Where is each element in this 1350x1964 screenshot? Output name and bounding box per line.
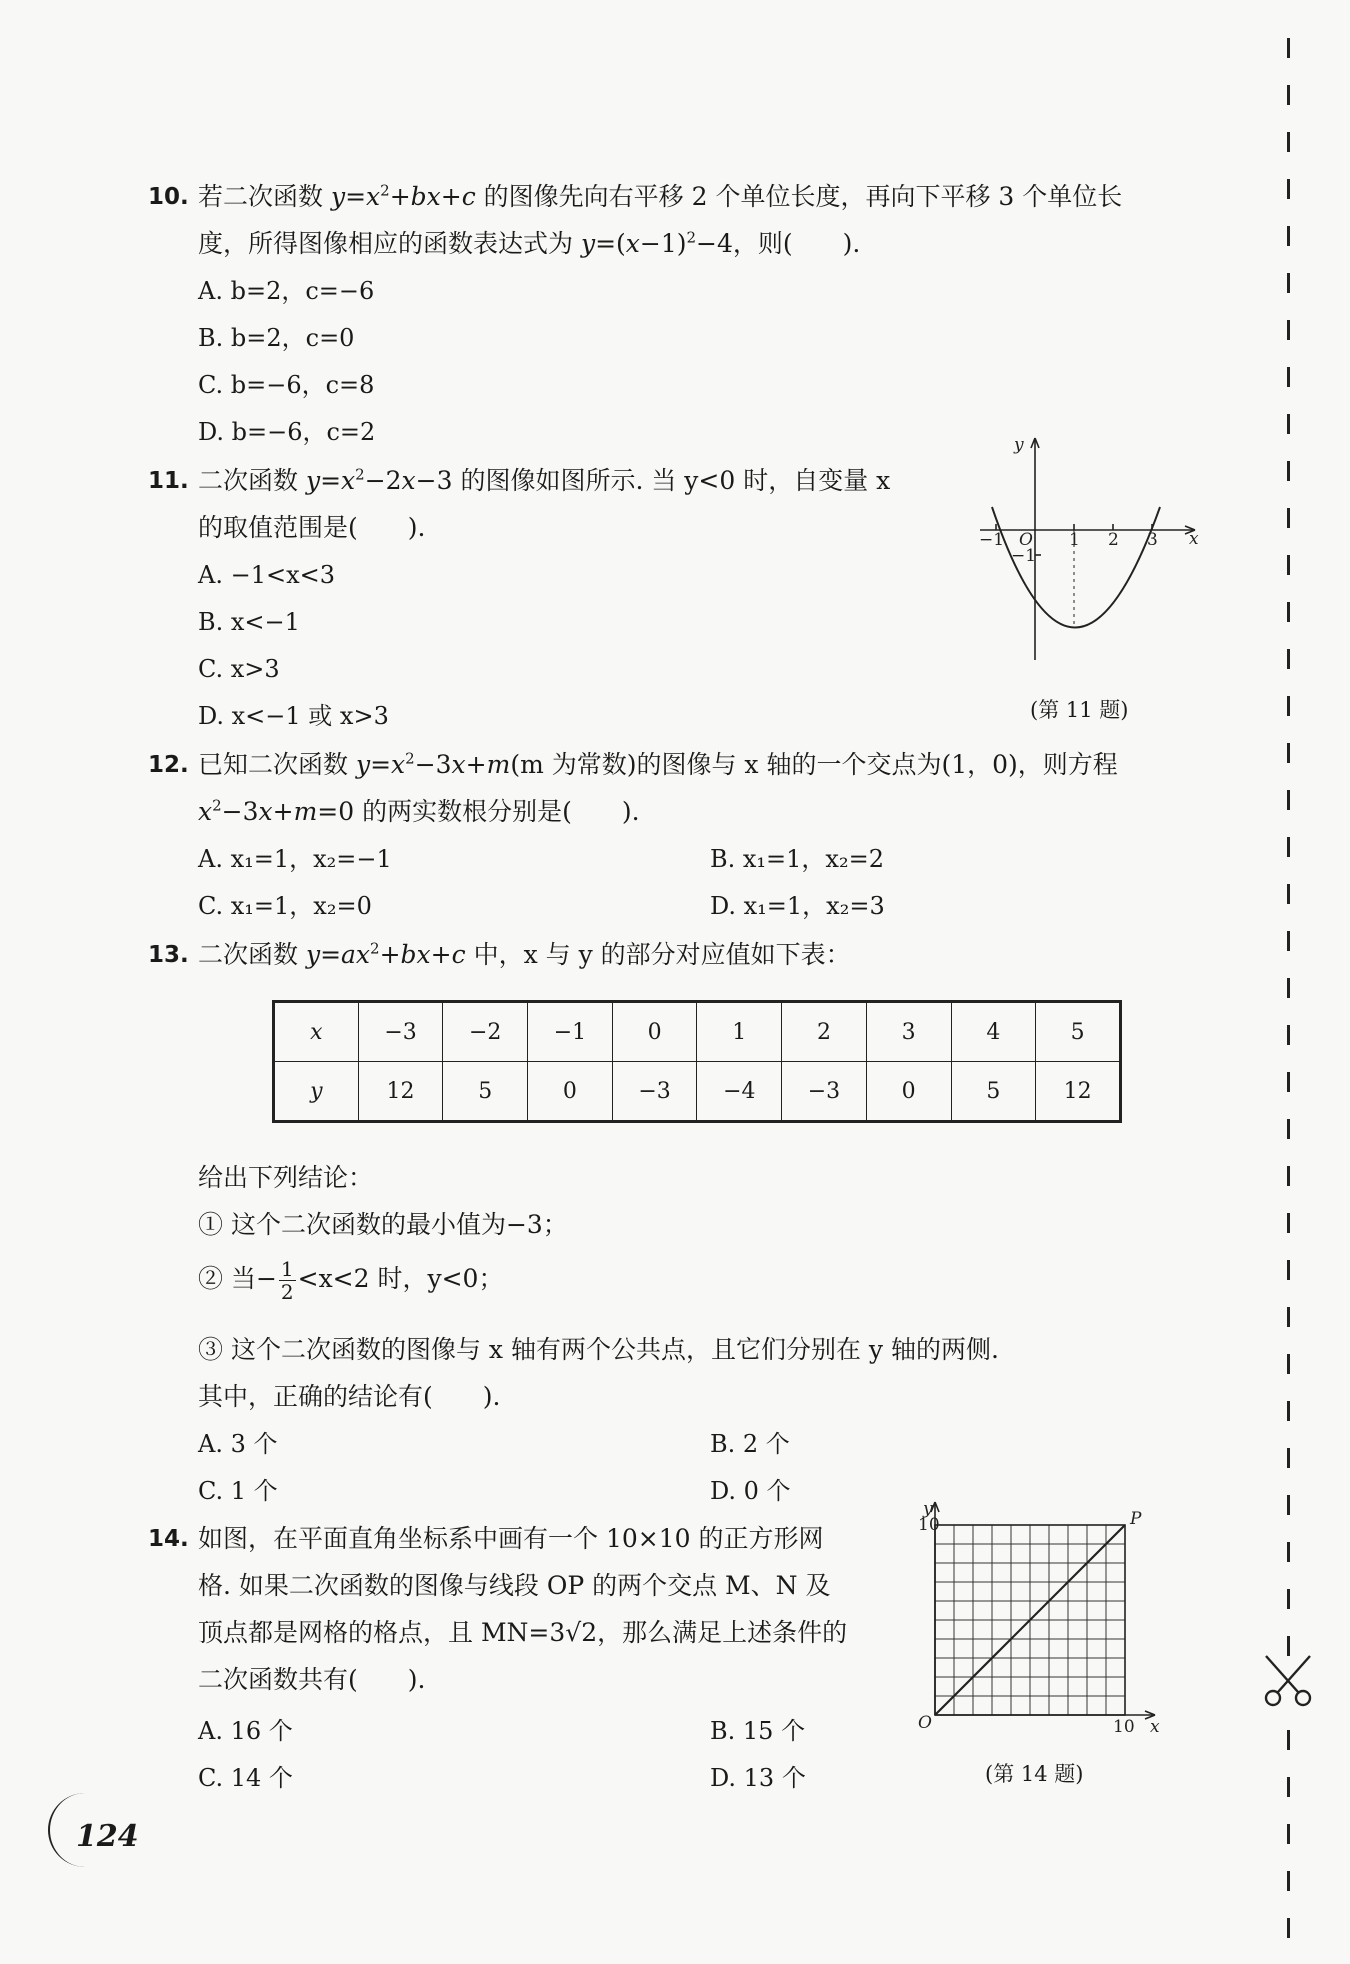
cut-line-dash	[1287, 1589, 1290, 1609]
cut-line-dash	[1287, 1730, 1290, 1750]
cut-line-dash	[1287, 414, 1290, 434]
origin-label: O	[918, 1713, 932, 1733]
cut-line-dash	[1287, 179, 1290, 199]
cut-line-dash	[1287, 978, 1290, 998]
table-cell: 12	[1036, 1062, 1121, 1122]
q13-question: 其中，正确的结论有( ).	[198, 1382, 501, 1411]
x-tick-1: 1	[1069, 530, 1080, 550]
table-cell: −1	[528, 1002, 613, 1062]
y-axis-label: y	[1014, 435, 1024, 455]
cut-line-dash	[1287, 1025, 1290, 1045]
q11-figure-caption: (第 11 题)	[1030, 698, 1129, 722]
q13-intro: 给出下列结论：	[198, 1163, 374, 1192]
cut-line-dash	[1287, 1495, 1290, 1515]
q12-option-a: A. x₁=1，x₂=−1	[198, 845, 392, 873]
x-axis-label: x	[1150, 1717, 1160, 1737]
q14-option-d: D. 13 个	[710, 1764, 806, 1792]
y-axis-label: y	[923, 1499, 933, 1519]
q14-grid-figure	[910, 1490, 1170, 1740]
scissors-icon	[1258, 1652, 1318, 1708]
x-tick-minus1: −1	[979, 530, 1005, 550]
x-tick-3: 3	[1147, 530, 1158, 550]
cut-line-dash	[1287, 367, 1290, 387]
parabola-curve	[992, 507, 1160, 628]
table-cell: −3	[612, 1062, 697, 1122]
cut-line-dash	[1287, 508, 1290, 528]
cut-line-dash	[1287, 931, 1290, 951]
question-10-line1: 若二次函数 $y=x^2+bx+c$ 的图像先向右平移 2 个单位长度，再向下平移 3 个单位长	[198, 181, 1123, 211]
cut-line-dash	[1287, 1448, 1290, 1468]
table-cell: 0	[528, 1062, 613, 1122]
q12-option-d: D. x₁=1，x₂=3	[710, 892, 885, 920]
q13-conclusion-1: ① 这个二次函数的最小值为−3；	[198, 1210, 568, 1239]
q14-option-c: C. 14 个	[198, 1764, 293, 1792]
question-14-line3: 顶点都是网格的格点，且 MN=3√2，那么满足上述条件的	[198, 1618, 848, 1647]
q13-conclusion-3: ③ 这个二次函数的图像与 x 轴有两个公共点，且它们分别在 y 轴的两侧.	[198, 1335, 999, 1364]
question-number-13: 13.	[148, 942, 189, 968]
table-cell: 5	[951, 1062, 1036, 1122]
cut-line-dash	[1287, 226, 1290, 246]
question-10-line2: 度，所得图像相应的函数表达式为 $y=(x-1)^2-4$，则( ).	[198, 228, 861, 258]
cut-line-dash	[1287, 555, 1290, 575]
q13-conclusion-2: ② 当− $\frac{1}{2}$ <x<2 时，y<0；	[198, 1257, 504, 1304]
question-number-11: 11.	[148, 468, 189, 494]
table-cell: −3	[358, 1002, 443, 1062]
cut-line-dash	[1287, 1354, 1290, 1374]
table-cell: 2	[782, 1002, 867, 1062]
q14-figure-caption: (第 14 题)	[985, 1762, 1084, 1786]
y-max-label: 10	[918, 1515, 940, 1535]
x-tick-2: 2	[1108, 530, 1119, 550]
cut-line-dash	[1287, 1260, 1290, 1280]
cut-line-dash	[1287, 837, 1290, 857]
question-14-line4: 二次函数共有( ).	[198, 1665, 426, 1694]
question-number-10: 10.	[148, 184, 189, 210]
table-cell: −2	[443, 1002, 528, 1062]
cut-line-dash	[1287, 1119, 1290, 1139]
table-header-x: x	[274, 1002, 359, 1062]
q10-option-b: B. b=2，c=0	[198, 324, 355, 352]
question-14-line2: 格. 如果二次函数的图像与线段 OP 的两个交点 M、N 及	[198, 1571, 831, 1600]
table-cell: −4	[697, 1062, 782, 1122]
table-cell: 5	[1036, 1002, 1121, 1062]
q10-option-d: D. b=−6，c=2	[198, 418, 376, 446]
q14-option-a: A. 16 个	[198, 1717, 293, 1745]
q12-option-b: B. x₁=1，x₂=2	[710, 845, 884, 873]
question-11-line1: 二次函数 $y=x^2-2x-3$ 的图像如图所示. 当 y<0 时，自变量 x	[198, 465, 891, 495]
cut-line-dash	[1287, 273, 1290, 293]
cut-line-dash	[1287, 1777, 1290, 1797]
cut-line-dash	[1287, 1072, 1290, 1092]
q11-option-b: B. x<−1	[198, 608, 300, 636]
cut-line-dash	[1287, 884, 1290, 904]
question-11-line2: 的取值范围是( ).	[198, 513, 426, 542]
q13-option-b: B. 2 个	[710, 1430, 790, 1458]
q10-option-a: A. b=2，c=−6	[198, 277, 375, 305]
cut-line-dash	[1287, 790, 1290, 810]
q13-value-table	[272, 1000, 1122, 1123]
cut-line-dash	[1287, 461, 1290, 481]
cut-line-dash	[1287, 696, 1290, 716]
cut-line-dash	[1287, 1401, 1290, 1421]
table-row-y	[274, 1062, 1121, 1122]
table-cell: 12	[358, 1062, 443, 1122]
table-header-y: y	[274, 1062, 359, 1122]
question-13-line1: 二次函数 $y=ax^2+bx+c$ 中，x 与 y 的部分对应值如下表：	[198, 939, 851, 969]
cut-line-dash	[1287, 132, 1290, 152]
cut-line-dash	[1287, 38, 1290, 58]
cut-line-dash	[1287, 320, 1290, 340]
q13-option-d: D. 0 个	[710, 1477, 791, 1505]
cut-line-dash	[1287, 1824, 1290, 1844]
table-cell: 5	[443, 1062, 528, 1122]
question-number-14: 14.	[148, 1526, 189, 1552]
cut-line-dash	[1287, 1542, 1290, 1562]
q11-parabola-graph	[975, 430, 1205, 690]
table-cell: 0	[866, 1062, 951, 1122]
cut-line-dash	[1287, 1918, 1290, 1938]
q11-option-d: D. x<−1 或 x>3	[198, 702, 389, 730]
q10-option-c: C. b=−6，c=8	[198, 371, 375, 399]
cut-line-dash	[1287, 1166, 1290, 1186]
q11-option-a: A. −1<x<3	[198, 561, 335, 589]
table-row-x	[274, 1002, 1121, 1062]
fraction-one-half: $\frac{1}{2}$	[280, 1257, 294, 1304]
q12-option-c: C. x₁=1，x₂=0	[198, 892, 372, 920]
cut-line-dash	[1287, 743, 1290, 763]
cut-line-dash	[1287, 1307, 1290, 1327]
table-cell: 1	[697, 1002, 782, 1062]
q13-option-c: C. 1 个	[198, 1477, 278, 1505]
cut-line-dash	[1287, 602, 1290, 622]
cut-line-dash	[1287, 1871, 1290, 1891]
table-cell: 4	[951, 1002, 1036, 1062]
q13-option-a: A. 3 个	[198, 1430, 278, 1458]
table-cell: 0	[612, 1002, 697, 1062]
page-number: 124	[76, 1819, 139, 1854]
question-12-line2: $x^2-3x+m=0$ 的两实数根分别是( ).	[198, 796, 640, 826]
y-tick-minus1: −1	[1011, 546, 1037, 566]
question-number-12: 12.	[148, 752, 189, 778]
cut-line-dash	[1287, 85, 1290, 105]
x-axis-label: x	[1189, 529, 1199, 549]
question-12-line1: 已知二次函数 $y=x^2-3x+m(m$ 为常数)的图像与 x 轴的一个交点为(1，0)，则方程	[198, 749, 1118, 779]
table-cell: −3	[782, 1062, 867, 1122]
q11-option-c: C. x>3	[198, 655, 280, 683]
question-14-line1: 如图，在平面直角坐标系中画有一个 10×10 的正方形网	[198, 1524, 824, 1553]
cut-line-dash	[1287, 649, 1290, 669]
origin-label: O	[1019, 530, 1033, 550]
cut-line-dash	[1287, 1213, 1290, 1233]
x-max-label: 10	[1113, 1717, 1135, 1737]
q14-option-b: B. 15 个	[710, 1717, 806, 1745]
point-p-label: P	[1130, 1509, 1142, 1529]
table-cell: 3	[866, 1002, 951, 1062]
